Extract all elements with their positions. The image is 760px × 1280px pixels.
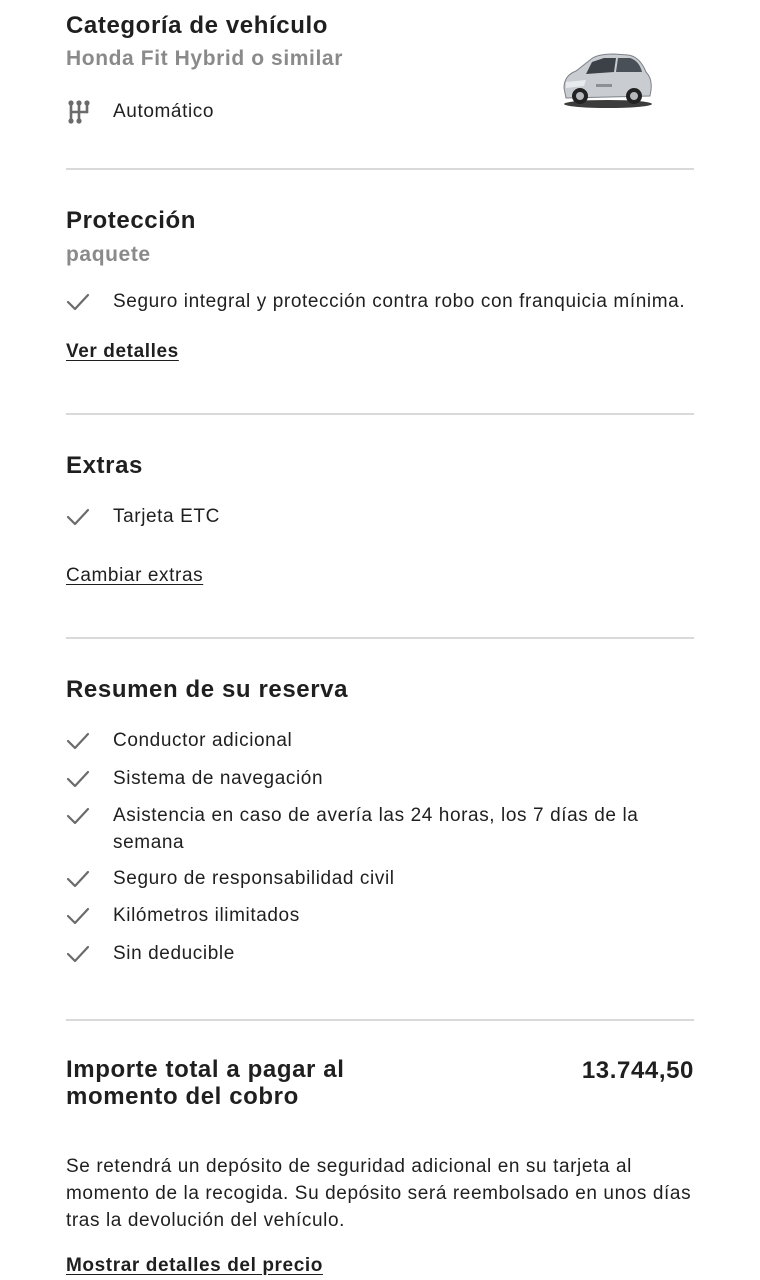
- check-icon: [66, 940, 113, 967]
- deposit-note: Se retendrá un depósito de seguridad adicional en su tarjeta al momento de la recogida. Su depósito será reembolsado en unos días tras la devolución del vehículo.: [66, 1156, 692, 1231]
- transmission-label: Automático: [113, 101, 215, 122]
- show-price-details-link[interactable]: Mostrar detalles del precio: [66, 1255, 323, 1276]
- list-item-label: Sistema de navegación: [113, 768, 324, 789]
- vehicle-model: Honda Fit Hybrid o similar: [66, 47, 343, 70]
- divider: [66, 1019, 694, 1021]
- divider: [66, 413, 694, 415]
- check-icon: [66, 727, 113, 754]
- car-image: [556, 46, 656, 115]
- list-item-label: Kilómetros ilimitados: [113, 905, 300, 926]
- list-item: [66, 503, 694, 530]
- list-item-label: Sin deducible: [113, 943, 235, 964]
- check-icon: [66, 902, 113, 929]
- list-item: [66, 727, 694, 754]
- list-item: [66, 865, 694, 892]
- view-details-link[interactable]: Ver detalles: [66, 341, 179, 362]
- list-item-label: Seguro de responsabilidad civil: [113, 868, 395, 889]
- extras-section-title: Extras: [66, 452, 143, 479]
- protection-subtitle: paquete: [66, 243, 151, 266]
- total-amount: 13.744,50: [581, 1057, 694, 1084]
- total-label: Importe total a pagar al momento del cobro: [66, 1056, 345, 1110]
- divider: [66, 637, 694, 639]
- list-item: [66, 940, 694, 967]
- list-item-label: Seguro integral y protección contra robo con franquicia mínima.: [113, 291, 686, 312]
- summary-section-title: Resumen de su reserva: [66, 676, 349, 703]
- check-icon: [66, 802, 113, 829]
- check-icon: [66, 765, 113, 792]
- list-item-label: Asistencia en caso de avería las 24 horas, los 7 días de la semana: [113, 805, 639, 853]
- vehicle-section-title: Categoría de vehículo: [66, 12, 328, 39]
- list-item: [66, 902, 694, 929]
- list-item-label: Tarjeta ETC: [113, 506, 220, 527]
- divider: [66, 168, 694, 170]
- vehicle-section: [66, 11, 343, 73]
- gearshift-icon: [66, 98, 113, 125]
- protection-section-title: Protección: [66, 207, 197, 234]
- summary-section: [66, 675, 348, 705]
- list-item: [66, 802, 694, 856]
- list-item: [66, 288, 694, 315]
- list-item: [66, 765, 694, 792]
- check-icon: [66, 503, 113, 530]
- list-item-label: Conductor adicional: [113, 730, 293, 751]
- change-extras-link[interactable]: Cambiar extras: [66, 565, 204, 586]
- extras-section: [66, 451, 143, 481]
- check-icon: [66, 288, 113, 315]
- check-icon: [66, 865, 113, 892]
- protection-section: [66, 206, 196, 269]
